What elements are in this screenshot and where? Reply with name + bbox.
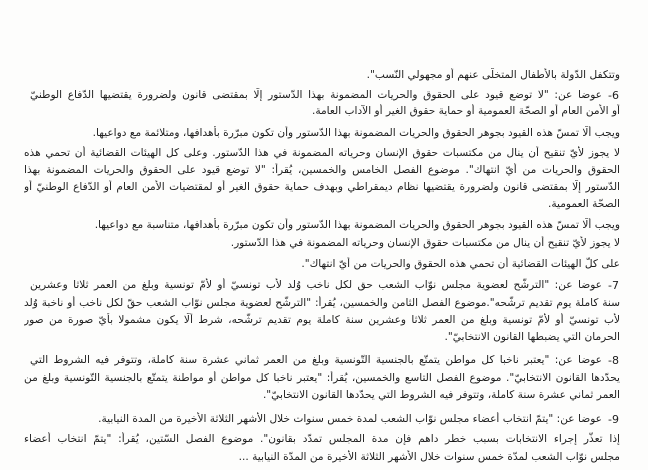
text-line: إذا تعذّر إجراء الانتخابات بسبب خطر داهم فإن مدة المجلس تمدّد بقانون". موضوع الفصل السّتين، يُقرأ: "يتمّ انتخاب أعضاء [24, 433, 620, 445]
text-line: عوضا عن: "لا توضع قيود على الحقوق والحريات المضمونة بهذا الدّستور إلّا بمقتضى قانون ولضرورة يقتضيها الدّفاع الوطنيّ [30, 89, 602, 101]
text-line: ويجب ألّا تمسّ هذه القيود بجوهر الحقوق والحريات المضمونة بهذا الدّستور وأن تكون مبرّرة بأهدافها، متناسبة مع دواعيها. [94, 219, 620, 231]
text-line: لأب تونسيّ أو لأمّ تونسية وبلغ من العمر ثلاثا وعشرين سنة كاملة يوم تقديم ترشّحه، شرط ألّا يكون مشمولا بأيّ صورة من صور [24, 314, 620, 326]
text-line: سنة كاملة يوم تقديم ترشّحه".موضوع الفصل الثامن والخمسين، يُقرأ: "الترشّح لعضوية مجلس نوّاب الشعب حقّ لكل ناخب أو ناخبة وُلد [24, 297, 620, 309]
text-line: يحدّدها القانون الانتخابيّ". موضوع الفصل التاسع والخمسين، يُقرأ: "يعتبر ناخبا كل مواطن أو مواطنة يتمتّع بالجنسية التّونسية وبلغ من [24, 372, 620, 384]
text-line: عوضا عن: "يتمّ انتخاب أعضاء مجلس نوّاب الشعب لمدة خمس سنوات خلال الأشهر الثلاثة الأخيرة من المدة النيابية. [98, 413, 602, 425]
text-line: مجلس نوّاب الشعب لمدّة خمس سنوات خلال الأشهر الثلاثة الأخيرة من المدّة النيابية ... [238, 451, 620, 463]
item-number: -9 [608, 413, 619, 426]
text-line: العمر ثماني عشرة سنة كاملة، وتتوفر فيه الشروط التي يحدّدها القانون الانتخابيّ". [262, 389, 620, 401]
text-line: وتتكفل الدّولة بالأطفال المتخلّى عنهم أو مجهولي النّسب". [366, 69, 620, 81]
item-number: -7 [608, 279, 619, 292]
text-line: عوضا عن: "يعتبر ناخبا كل مواطن يتمتّع بالجنسية التّونسية وبلغ من العمر ثماني عشرة سنة كاملة، وتتوفر فيه الشروط التي [30, 354, 602, 366]
text-line: الحرمان التي يضبطها القانون الانتخابيّ". [444, 331, 620, 343]
text-line: لا يجوز لأيّ تنقيح أن ينال من مكتسبات حقوق الإنسان وحرياته المضمونة في هذا الدّستور. وعلى كل الهيئات القضائية أن تحمي هذه [24, 147, 620, 159]
text-line: الحقوق والحريات من أيّ انتهاك". موضوع الفصل الخامس والخمسين، يُقرأ: "لا توضع قيود على الحقوق والحريات المضمونة بهذا [24, 164, 620, 176]
text-line: ويجب ألّا تمسّ هذه القيود بجوهر الحقوق والحريات المضمونة بهذا الدّستور وأن تكون مبرّرة بأهدافها، ومتلائمة مع دواعيها. [92, 127, 620, 139]
item-number: -6 [608, 89, 619, 102]
text-line: عوضا عن: "الترشّح لعضوية مجلس نوّاب الشعب حق لكل ناخب وُلد لأب تونسيّ أو لأمّ تونسية وبلغ من العمر ثلاثا وعشرين [30, 279, 602, 291]
text-line: أو الأمن العام أو الصحّة العمومية أو حماية حقوق الغير أو الآداب العامة. [311, 105, 620, 117]
item-number: -8 [608, 354, 619, 367]
text-line: لا يجوز لأيّ تنقيح أن ينال من مكتسبات حقوق الإنسان وحرياته المضمونة في هذا الدّستور. [230, 237, 620, 249]
text-line: الصحّة العمومية. [547, 198, 620, 210]
text-line: على كلّ الهيئات القضائية أن تحمي هذه الحقوق والحريات من أيّ انتهاك". [301, 258, 620, 270]
text-line: الدّستور إلّا بمقتضى قانون ولضرورة يقتضيها نظام ديمقراطي وبهدف حماية حقوق الغير أو لمقتضيات الأمن العام أو الدّفاع الوطنيّ أو [24, 181, 620, 193]
